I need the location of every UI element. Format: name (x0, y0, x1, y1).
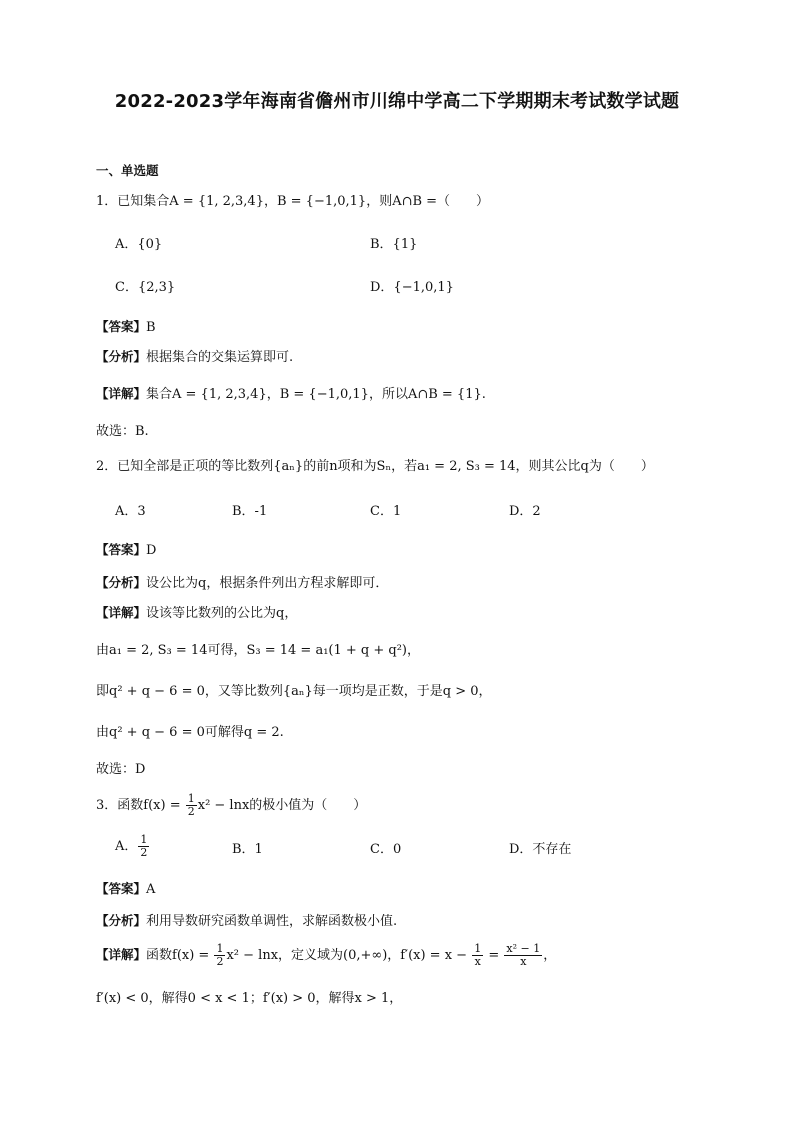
section-heading: 一、单选题 (96, 163, 159, 178)
q1-option-a: A．{0} (115, 237, 163, 252)
fraction-numerator: 1 (187, 792, 195, 805)
q2-work-line-3: 由q² + q − 6 = 0可解得q = 2. (96, 725, 284, 740)
answer-tag: 【答案】 (96, 881, 147, 896)
detail-middle: x² − lnx，定义域为(0,+∞)，f′(x) = x − (226, 948, 468, 963)
q2-conclusion: 故选：D (96, 762, 146, 777)
detail-equals: = (488, 948, 500, 963)
q3-analysis (96, 912, 397, 931)
fraction-numerator: x² − 1 (506, 942, 541, 955)
fraction-x2-minus-1-over-x (504, 943, 542, 968)
fraction-denominator: x (474, 955, 481, 968)
q1-option-b: B．{1} (370, 237, 418, 252)
q3-work-line: f′(x) < 0，解得0 < x < 1；f′(x) > 0，解得x > 1， (96, 991, 403, 1006)
detail-end: ， (543, 948, 557, 963)
q2-option-b: B．-1 (232, 504, 268, 519)
q2-option-a: A．3 (115, 504, 146, 519)
fraction-one-half (186, 793, 197, 818)
option-a-label: A． (115, 839, 138, 854)
q3-answer (96, 880, 155, 899)
analysis-text: 利用导数研究函数单调性，求解函数极小值. (146, 914, 398, 929)
q2-option-d: D．2 (509, 504, 541, 519)
q1-detail (96, 385, 486, 404)
q3-stem-suffix: x² − lnx的极小值为（ ） (197, 798, 367, 813)
detail-tag: 【详解】 (96, 386, 147, 401)
q1-conclusion: 故选：B. (96, 424, 149, 439)
page-title: 2022-2023学年海南省儋州市川绵中学高二下学期期末考试数学试题 (114, 91, 680, 112)
fraction-one-half (214, 943, 225, 968)
fraction-denominator: 2 (216, 955, 224, 968)
q2-option-c: C．1 (370, 504, 402, 519)
analysis-tag: 【分析】 (96, 575, 147, 590)
q2-detail (96, 604, 297, 623)
q3-stem (96, 793, 366, 819)
q2-work-line-1: 由a₁ = 2, S₃ = 14可得，S₃ = 14 = a₁(1 + q + q²)， (96, 643, 420, 658)
fraction-denominator: 2 (187, 805, 195, 818)
fraction-one-over-x (472, 943, 483, 968)
q3-option-d: D．不存在 (509, 842, 572, 857)
q3-option-b: B．1 (232, 842, 263, 857)
q3-option-c: C．0 (370, 842, 402, 857)
answer-tag: 【答案】 (96, 319, 147, 334)
analysis-text: 设公比为q，根据条件列出方程求解即可． (146, 576, 389, 591)
answer-value: A (146, 882, 156, 897)
detail-text: 设该等比数列的公比为q， (146, 606, 298, 621)
detail-text: 集合A = {1, 2,3,4}，B = {−1,0,1}，所以A∩B = {1}. (146, 387, 486, 402)
answer-value: D (146, 543, 157, 558)
q3-stem-prefix: 3．函数f(x) = (96, 798, 181, 813)
option-a-fraction (138, 834, 149, 859)
detail-tag: 【详解】 (96, 947, 147, 962)
q1-stem: 1．已知集合A = {1, 2,3,4}，B = {−1,0,1}，则A∩B =（ ） (96, 194, 490, 209)
q1-option-c: C．{2,3} (115, 280, 176, 295)
q2-work-line-2: 即q² + q − 6 = 0，又等比数列{aₙ}每一项均是正数，于是q > 0， (96, 684, 492, 699)
analysis-tag: 【分析】 (96, 349, 147, 364)
q3-detail (96, 941, 556, 970)
fraction-denominator: 2 (140, 846, 148, 859)
analysis-tag: 【分析】 (96, 913, 147, 928)
fraction-denominator: x (520, 955, 527, 968)
q2-stem: 2．已知全部是正项的等比数列{aₙ}的前n项和为Sₙ，若a₁ = 2, S₃ = 14，则其公比q为（ ） (96, 459, 654, 474)
q1-analysis (96, 348, 293, 367)
q2-analysis (96, 574, 388, 593)
detail-prefix: 函数f(x) = (146, 948, 210, 963)
answer-tag: 【答案】 (96, 542, 147, 557)
fraction-numerator: 1 (216, 942, 224, 955)
q3-option-a (115, 834, 150, 860)
q1-answer (96, 318, 156, 337)
analysis-text: 根据集合的交集运算即可. (146, 350, 294, 365)
detail-tag: 【详解】 (96, 605, 147, 620)
fraction-numerator: 1 (474, 942, 482, 955)
fraction-numerator: 1 (140, 833, 148, 846)
q2-answer (96, 541, 156, 560)
q1-option-d: D．{−1,0,1} (370, 280, 454, 295)
answer-value: B (146, 320, 156, 335)
